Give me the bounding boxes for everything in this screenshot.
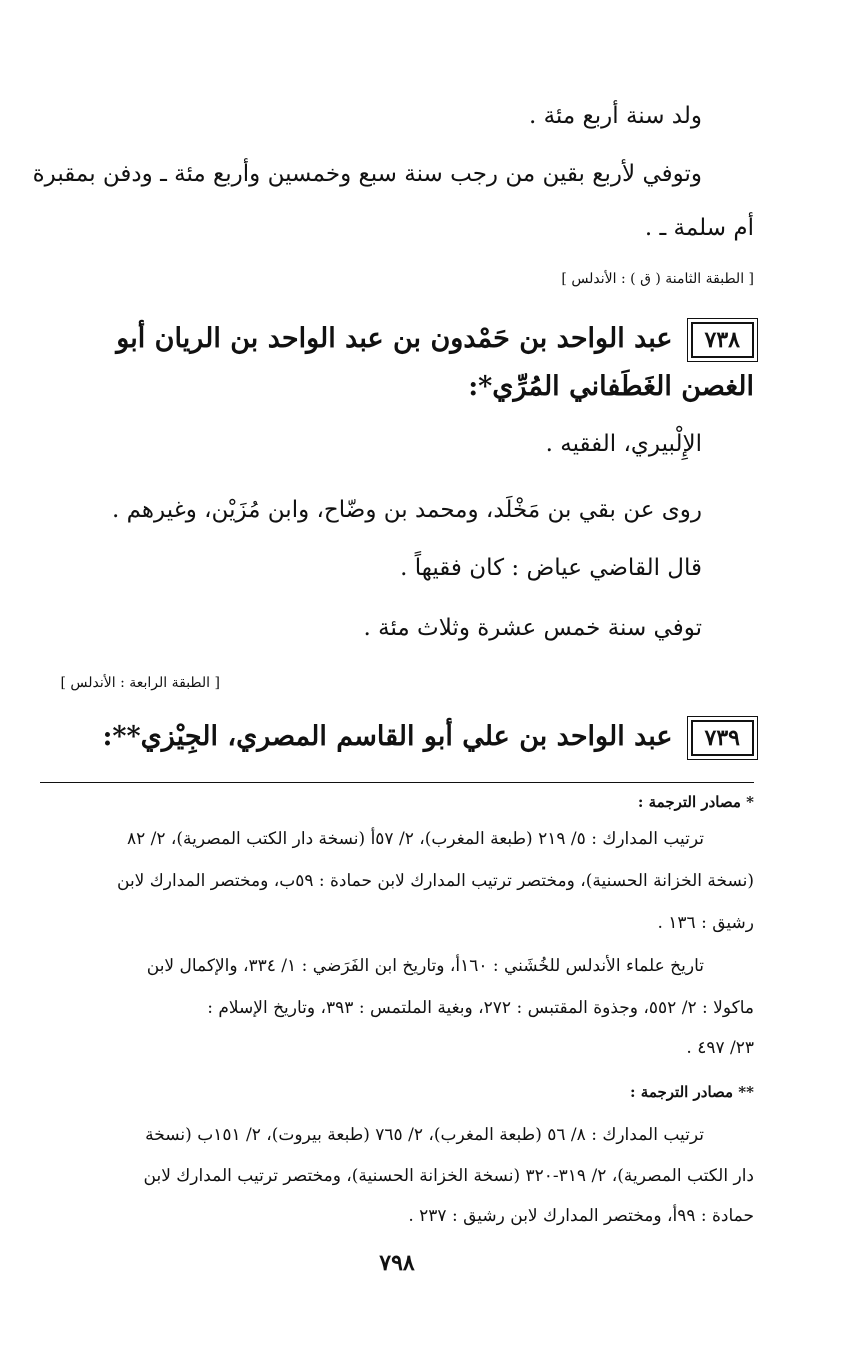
entry-title: عبد الواحد بن حَمْدون بن عبد الواحد بن الريان أبو bbox=[116, 323, 673, 354]
footnote-line: ماكولا : ٢/ ٥٥٢، وجذوة المقتبس : ٢٧٢، وبغية الملتمس : ٣٩٣، وتاريخ الإسلام : bbox=[207, 998, 754, 1018]
page-number: ٧٩٨ bbox=[379, 1250, 415, 1276]
body-line: وتوفي لأربع بقين من رجب سنة سبع وخمسين وأربع مئة ـ ودفن بمقبرة bbox=[32, 161, 702, 187]
body-line: الإِلْبيري، الفقيه . bbox=[545, 431, 702, 457]
body-line: قال القاضي عياض : كان فقيهاً . bbox=[400, 555, 702, 581]
footnote-line: ترتيب المدارك : ٨/ ٥٦ (طبعة المغرب)، ٢/ ٧٦٥ (طبعة بيروت)، ٢/ ١٥١ب (نسخة bbox=[145, 1125, 704, 1145]
entry-738-heading bbox=[40, 318, 754, 360]
footnote-heading: * مصادر الترجمة : bbox=[637, 793, 754, 811]
entry-number-box: ٧٣٨ bbox=[691, 322, 754, 358]
tabaqa-tag: [ الطبقة الثامنة ( ق ) : الأندلس ] bbox=[561, 271, 754, 287]
footnote-line: دار الكتب المصرية)، ٢/ ٣١٩-٣٢٠ (نسخة الخزانة الحسنية)، ومختصر ترتيب المدارك لابن bbox=[143, 1166, 754, 1186]
footnote-divider bbox=[40, 782, 754, 783]
footnote-line: رشيق : ١٣٦ . bbox=[657, 913, 754, 933]
entry-title-continued: الغصن الغَطَفاني المُرِّي*: bbox=[468, 371, 754, 402]
body-line: أم سلمة ـ . bbox=[644, 215, 754, 241]
footnote-line: تاريخ علماء الأندلس للخُشَني : ١٦٠أ، وتاريخ ابن الفَرَضي : ١/ ٣٣٤، والإكمال لابن bbox=[146, 956, 704, 976]
footnote-line: ٢٣/ ٤٩٧ . bbox=[686, 1038, 754, 1058]
entry-number-box: ٧٣٩ bbox=[691, 720, 754, 756]
body-line: روى عن بقي بن مَخْلَد، ومحمد بن وضّاح، وابن مُزَيْن، وغيرهم . bbox=[112, 497, 702, 523]
body-line: توفي سنة خمس عشرة وثلاث مئة . bbox=[363, 615, 702, 641]
tabaqa-tag: [ الطبقة الرابعة : الأندلس ] bbox=[60, 675, 220, 691]
footnote-line: (نسخة الخزانة الحسنية)، ومختصر ترتيب المدارك لابن حمادة : ٥٩ب، ومختصر المدارك لابن bbox=[117, 871, 754, 891]
book-page bbox=[32, 0, 754, 1369]
body-line: ولد سنة أربع مئة . bbox=[528, 103, 702, 129]
entry-title: عبد الواحد بن علي أبو القاسم المصري، الجِيْزي**: bbox=[102, 721, 673, 752]
footnote-heading: ** مصادر الترجمة : bbox=[630, 1083, 754, 1101]
footnote-line: ترتيب المدارك : ٥/ ٢١٩ (طبعة المغرب)، ٢/ ٥٧أ (نسخة دار الكتب المصرية)، ٢/ ٨٢ bbox=[126, 829, 704, 849]
footnote-line: حمادة : ٩٩أ، ومختصر المدارك لابن رشيق : ٢٣٧ . bbox=[408, 1206, 754, 1226]
entry-739-heading bbox=[40, 716, 754, 758]
